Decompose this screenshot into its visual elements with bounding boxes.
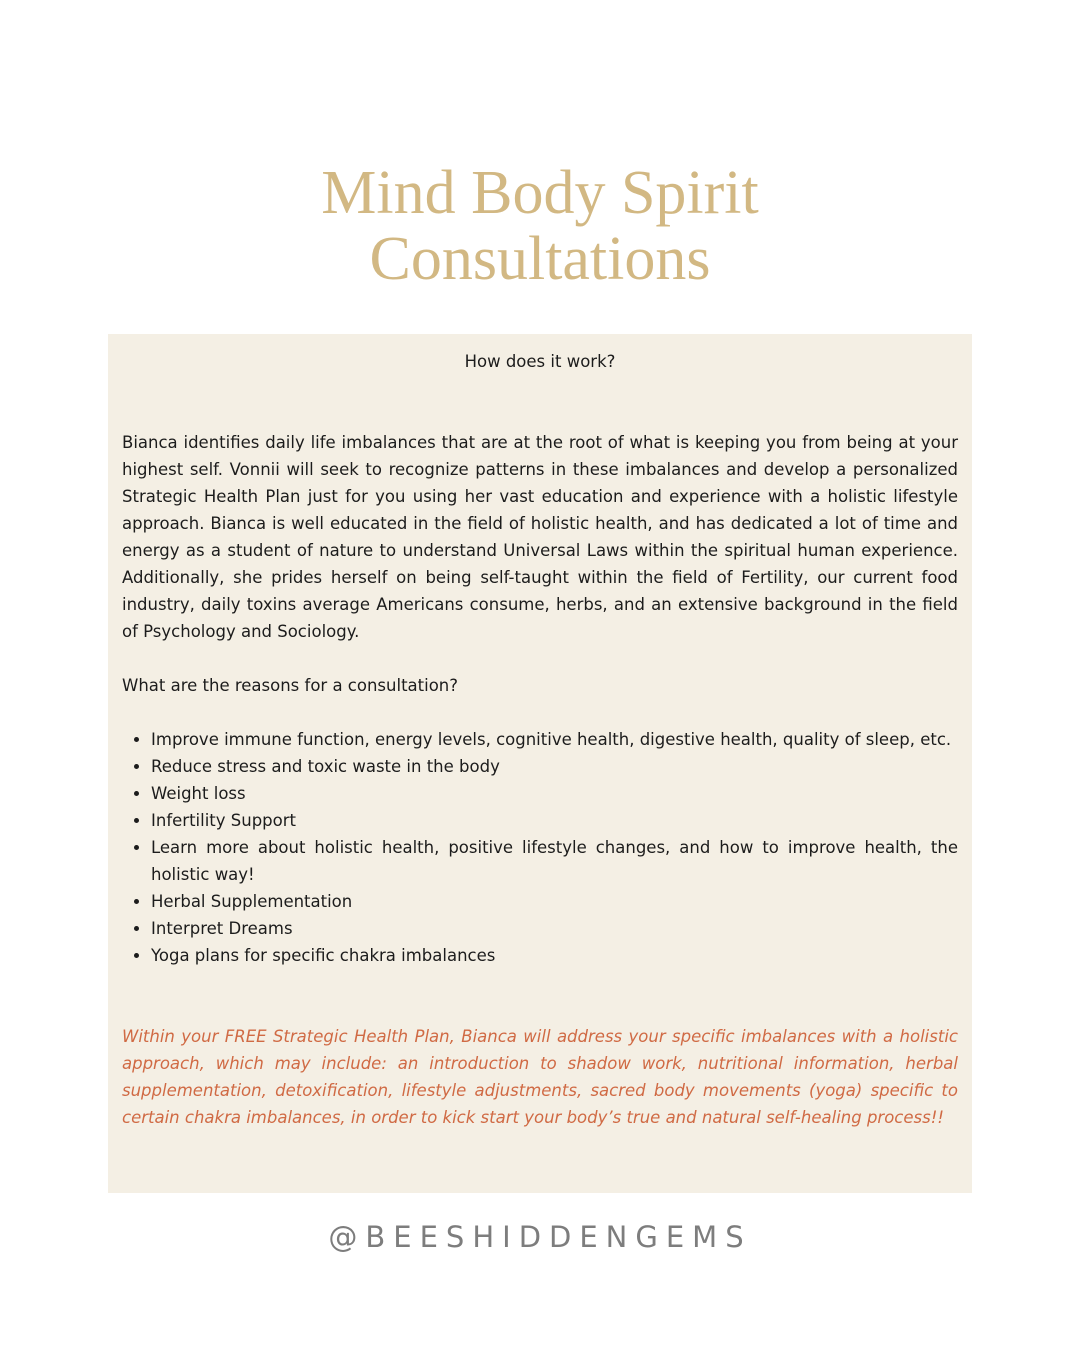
intro-paragraph xyxy=(122,429,958,645)
page-title xyxy=(0,160,1080,292)
list-item: • Weight loss xyxy=(151,780,958,807)
page-title-line-2: Consultations xyxy=(369,225,711,293)
list-item: • Herbal Supplementation xyxy=(151,888,958,915)
list-item: • Yoga plans for specific chakra imbalances xyxy=(151,942,958,969)
reasons-list xyxy=(122,726,958,969)
list-item: • Infertility Support xyxy=(151,807,958,834)
list-item: • Learn more about holistic health, positive lifestyle changes, and how to improve health, the holistic way! xyxy=(151,834,958,888)
list-item: • Reduce stress and toxic waste in the body xyxy=(151,753,958,780)
intro-text: identifies daily life imbalances that are at the root of what is keeping you from being at your highest self. Vonnii will seek to recognize patterns in these imbalances and develop a personalized Strategic Health Plan just for you using her vast education and experience with a holistic lifestyle approach. Bianca is well educated in the field of holistic health, and has dedicated a lot of time and energy as a student of nature to understand Universal Laws within the spiritual human experience. Additionally, she prides herself on being self-taught within the field of Fertility, our current food industry, daily toxins average Americans consume, herbs, and an extensive background in the field of Psychology and Sociology. xyxy=(122,433,958,641)
how-it-works-heading: How does it work? xyxy=(464,352,616,371)
reasons-question: What are the reasons for a consultation? xyxy=(122,676,459,695)
intro-name: Bianca xyxy=(122,433,178,452)
page-title-line-1: Mind Body Spirit xyxy=(321,159,759,227)
consultation-info-card xyxy=(108,334,972,1193)
free-plan-note: Within your FREE Strategic Health Plan, Bianca will address your specific imbalances with a holistic approach, which may include: an introduction to shadow work, nutritional information, herbal supplementation, detoxification, lifestyle adjustments, sacred body movements (yoga) specific to certain chakra imbalances, in order to kick start your body’s true and natural self-healing process!! xyxy=(122,1027,958,1127)
social-handle: @BEESHIDDENGEMS xyxy=(328,1220,752,1254)
list-item: • Interpret Dreams xyxy=(151,915,958,942)
list-item: • Improve immune function, energy levels, cognitive health, digestive health, quality of sleep, etc. xyxy=(151,726,958,753)
